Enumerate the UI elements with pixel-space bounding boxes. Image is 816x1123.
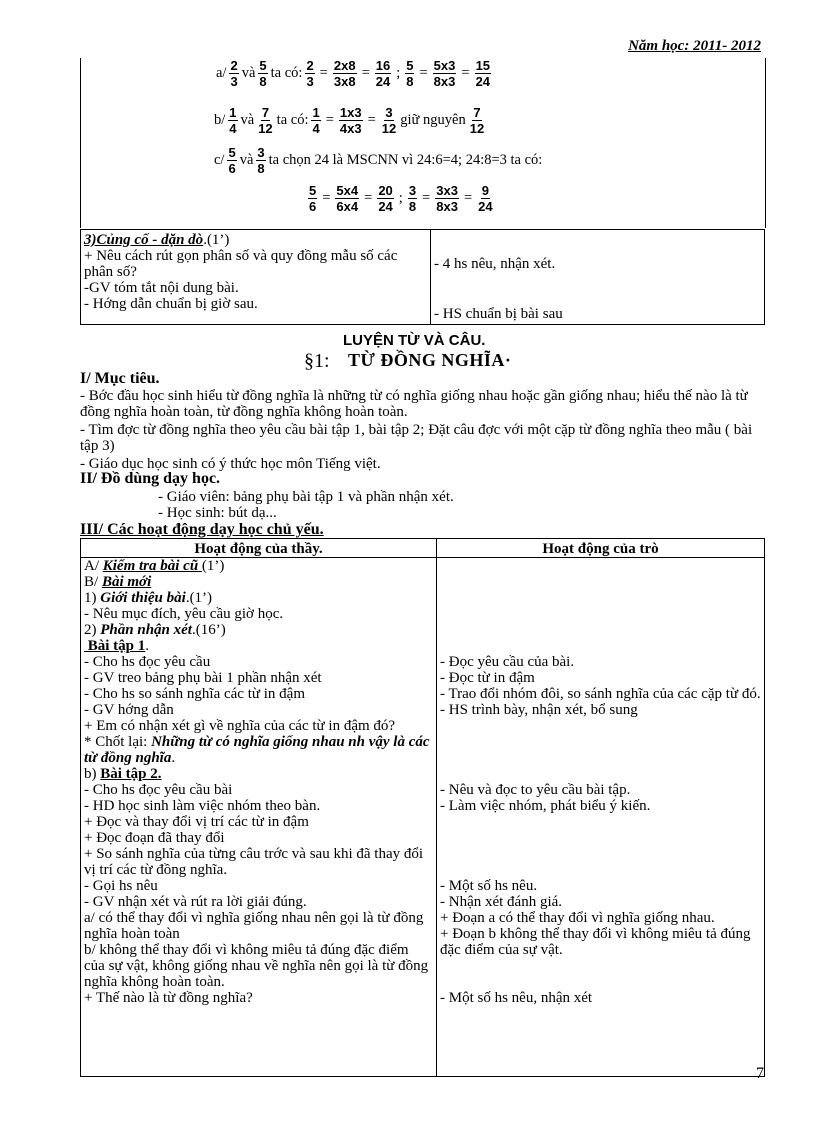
- fraction: $\frac{3x3}{8x3}$: [436, 183, 458, 214]
- math-row-c-equations: [305, 183, 497, 214]
- objective-item: - Tìm đợc từ đồng nghĩa theo yêu cầu bài tập 1, bài tập 2; Đặt câu đợc với một cặp từ đồng nghĩa theo mẫu ( bài tập 3): [80, 422, 753, 454]
- consolidation-student-cell: [431, 230, 765, 325]
- fraction: $\frac{5}{6}$: [309, 183, 317, 214]
- math-row-b: [214, 105, 488, 136]
- math-text: ;: [398, 190, 403, 206]
- math-text: và: [239, 152, 254, 168]
- fraction: $\frac{16}{24}$: [375, 58, 391, 89]
- fraction: $\frac{3}{8}$: [408, 183, 417, 214]
- fraction: $\frac{2x8}{3x8}$: [333, 58, 356, 89]
- math-text: c/: [214, 152, 225, 168]
- student-column-header: Hoạt động của trò: [437, 539, 765, 558]
- fraction: $\frac{5}{8}$: [259, 58, 267, 89]
- math-text: =: [367, 112, 376, 128]
- fraction: $\frac{9}{24}$: [478, 183, 493, 214]
- math-text: a/: [216, 65, 227, 81]
- math-text: ta có:: [270, 65, 303, 81]
- fraction: $\frac{5x3}{8x3}$: [433, 58, 456, 89]
- fraction: $\frac{3}{8}$: [257, 145, 265, 176]
- consolidation-teacher-cell: [81, 230, 431, 325]
- fraction: $\frac{5}{6}$: [228, 145, 236, 176]
- math-text: giữ nguyên: [400, 112, 466, 128]
- fraction: $\frac{1}{4}$: [229, 105, 237, 136]
- math-text: và: [241, 65, 256, 81]
- fraction: $\frac{20}{24}$: [378, 183, 393, 214]
- activities-heading: III/ Các hoạt động dạy học chủ yếu.: [80, 521, 324, 538]
- math-text: ta có:: [276, 112, 309, 128]
- math-text: =: [463, 190, 473, 206]
- consolidation-title: 3)Củng cố - dặn dò: [84, 232, 204, 248]
- lesson-subject-title: LUYỆN TỪ VÀ CÂU.: [343, 332, 486, 349]
- materials-student: - Học sinh: bút dạ...: [158, 505, 277, 521]
- math-text: =: [422, 190, 431, 206]
- fraction: $\frac{15}{24}$: [475, 58, 491, 89]
- consolidation-time: .(1’): [203, 232, 230, 248]
- page-number: 7: [756, 1065, 764, 1082]
- student-activities-cell: - Đọc yêu cầu của bài. - Đọc từ in đậm - Trao đổi nhóm đôi, so sánh nghĩa của các cặp từ đó. - HS trình bày, nhận xét, bổ sung - Nêu và đọc to yêu cầu bài tập. - Làm việc nhóm, phát biểu ý kiến. - Một số hs nêu. - Nhận xét đánh giá. + Đoạn a có thể thay đổi vì nghĩa giống nhau. + Đoạn b không thể thay đổi vì không miêu tả đúng đặc điểm của sự vật. - Một số hs nêu, nhận xét: [437, 558, 765, 1077]
- materials-teacher: - Giáo viên: bảng phụ bài tập 1 và phần nhận xét.: [158, 489, 454, 505]
- lesson-title: TỪ ĐỒNG NGHĨA·: [348, 350, 512, 370]
- objective-item: - Giáo dục học sinh có ý thức học môn Tiếng việt.: [80, 456, 381, 472]
- math-row-c: [214, 145, 542, 176]
- math-row-a: [216, 58, 494, 89]
- consolidation-table: [80, 229, 765, 325]
- math-text: =: [419, 65, 428, 81]
- math-text: =: [461, 65, 470, 81]
- fraction: $\frac{5x4}{6x4}$: [336, 183, 359, 214]
- fraction: $\frac{7}{12}$: [469, 105, 485, 136]
- objective-item: - Bớc đầu học sinh hiểu từ đồng nghĩa là những từ có nghĩa giống nhau hoặc gần giống nhau; hiểu thế nào là từ đồng nghĩa hoàn toàn, từ đồng nghĩa không hoàn toàn.: [80, 388, 748, 420]
- consolidation-student-line: - 4 hs nêu, nhận xét.: [434, 256, 556, 272]
- math-text: =: [322, 190, 331, 206]
- activities-table: [80, 538, 765, 1077]
- lesson-section-number: §1:: [304, 350, 330, 372]
- fraction: $\frac{5}{8}$: [406, 58, 414, 89]
- math-text: ;: [396, 65, 401, 81]
- math-text: =: [325, 112, 334, 128]
- objectives-heading: I/ Mục tiêu.: [80, 370, 160, 387]
- consolidation-line: - Hớng dẫn chuẩn bị giờ sau.: [84, 296, 258, 312]
- teacher-column-header: Hoạt động của thầy.: [81, 539, 437, 558]
- consolidation-student-line: - HS chuẩn bị bài sau: [434, 306, 563, 322]
- fraction: $\frac{2}{3}$: [306, 58, 314, 89]
- school-year-header: Năm học: 2011- 2012: [628, 38, 761, 54]
- math-text: =: [319, 65, 328, 81]
- fraction: $\frac{7}{12}$: [258, 105, 273, 136]
- math-text: =: [361, 65, 370, 81]
- math-text: =: [364, 190, 373, 206]
- math-text: b/: [214, 112, 226, 128]
- math-text: và: [240, 112, 255, 128]
- consolidation-line: + Nêu cách rút gọn phân số và quy đồng mẫu số các phân số?: [84, 248, 398, 280]
- materials-heading: II/ Đồ dùng dạy học.: [80, 470, 221, 487]
- math-text: ta chọn 24 là MSCNN vì 24:6=4; 24:8=3 ta có:: [268, 152, 543, 168]
- fraction: $\frac{1x3}{4x3}$: [339, 105, 362, 136]
- consolidation-line: -GV tóm tắt nội dung bài.: [84, 280, 239, 296]
- fraction: $\frac{2}{3}$: [230, 58, 238, 89]
- fraction: $\frac{1}{4}$: [312, 105, 320, 136]
- fraction: $\frac{3}{12}$: [381, 105, 397, 136]
- teacher-activities-cell: A/ Kiểm tra bài cũ (1’) B/ Bài mới 1) Giới thiệu bài.(1’) - Nêu mục đích, yêu cầu giờ học. 2) Phần nhận xét.(16’) Bài tập 1. - Cho hs đọc yêu cầu - GV treo bảng phụ bài 1 phần nhận xét - Cho hs so sánh nghĩa các từ in đậm - GV hớng dẫn + Em có nhận xét gì về nghĩa của các từ in đậm đó? * Chốt lại: Những từ có nghĩa giống nhau nh vậy là các từ đồng nghĩa. b) Bài tập 2. - Cho hs đọc yêu cầu bài - HD học sinh làm việc nhóm theo bàn. + Đọc và thay đổi vị trí các từ in đậm + Đọc đoạn đã thay đổi + So sánh nghĩa của từng câu trớc và sau khi đã thay đổi vị trí các từ đồng nghĩa. - Gọi hs nêu - GV nhận xét và rút ra lời giải đúng. a/ có thể thay đổi vì nghĩa giống nhau nên gọi là từ đồng nghĩa hoàn toàn b/ không thể thay đổi vì không miêu tả đúng đặc điểm của sự vật, không giống nhau về nghĩa nên gọi là từ đồng nghĩa không hoàn toàn. + Thế nào là từ đồng nghĩa?: [81, 558, 437, 1077]
